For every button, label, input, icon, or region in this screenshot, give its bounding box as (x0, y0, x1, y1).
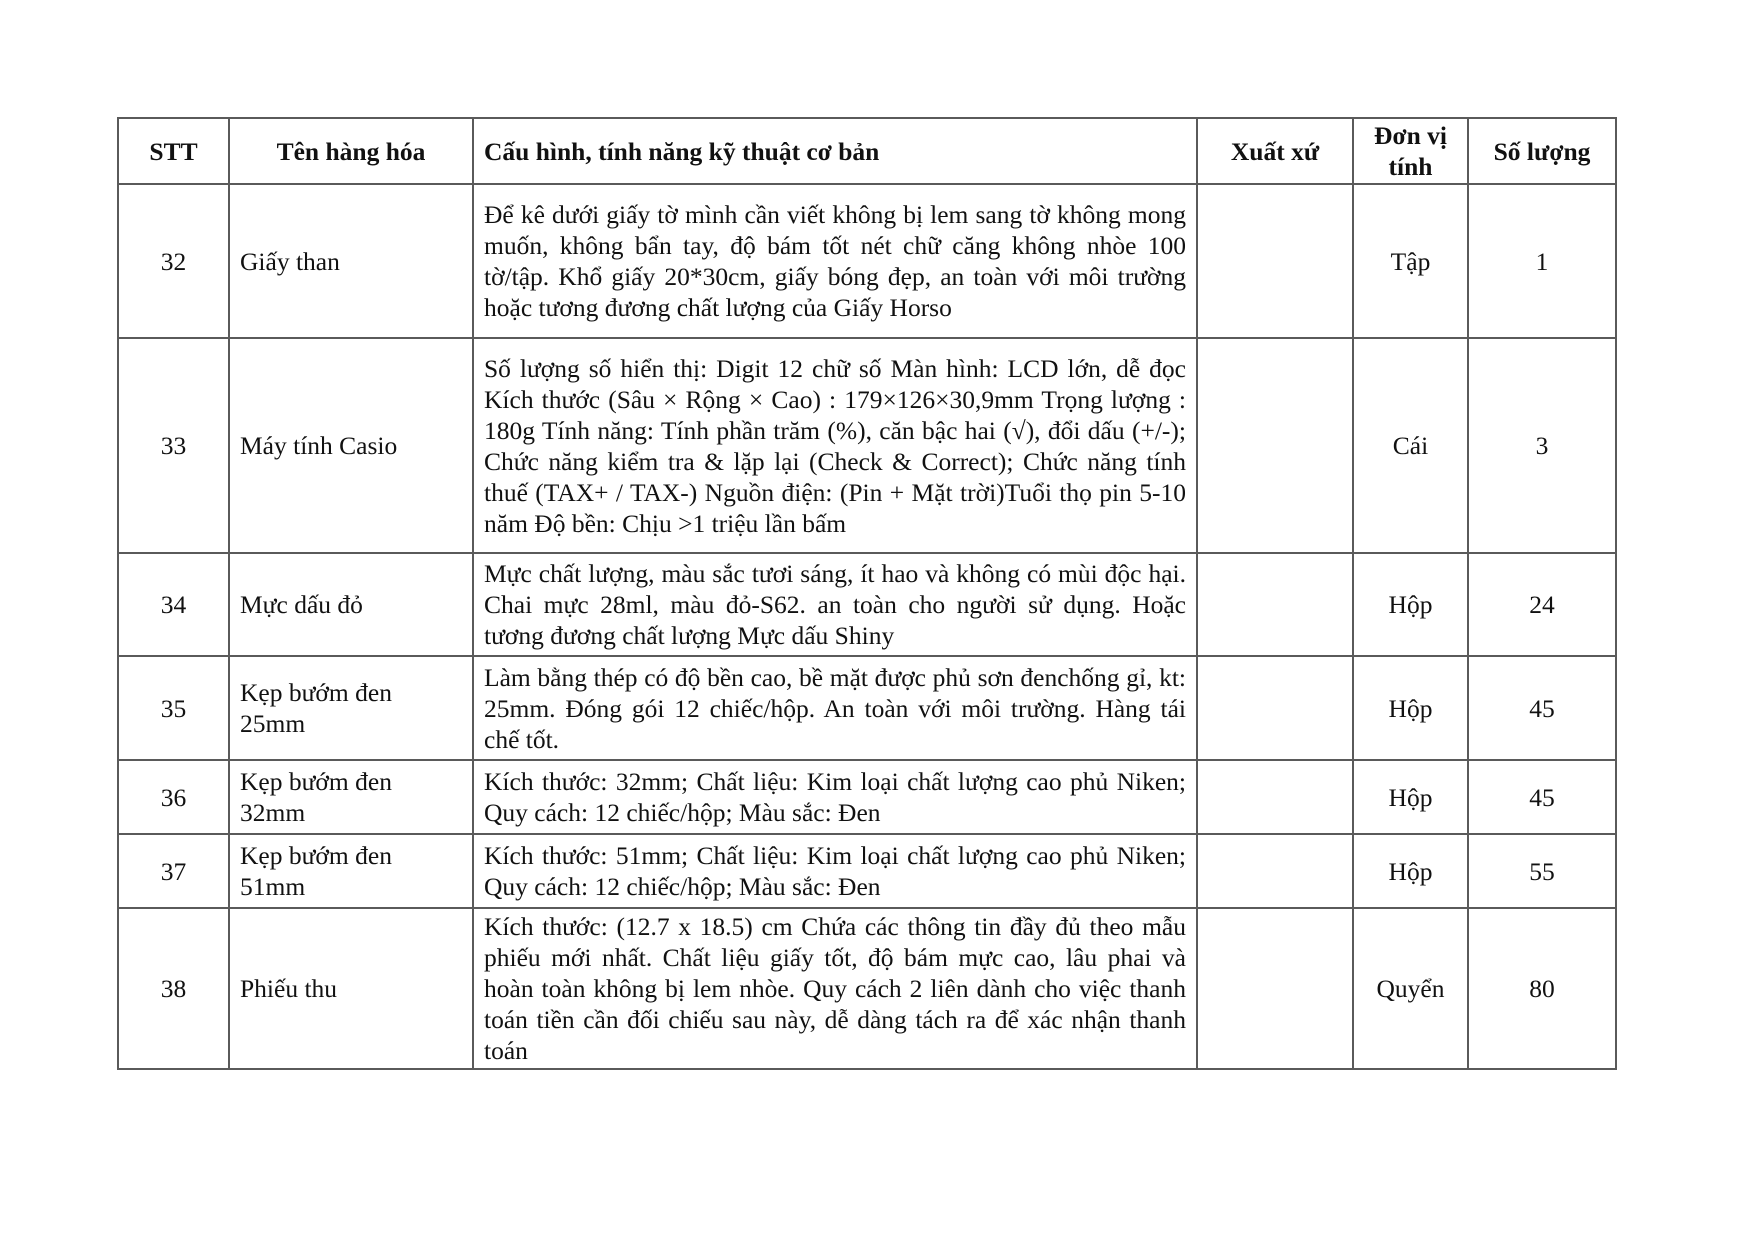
cell-origin (1197, 338, 1353, 553)
table-row (118, 553, 1616, 656)
cell-stt: 35 (118, 656, 229, 760)
cell-spec: Số lượng số hiển thị: Digit 12 chữ số Màn hình: LCD lớn, dễ đọc Kích thước (Sâu × Rộng × Cao) : 179×126×30,9mm Trọng lượng : 180g Tính năng: Tính phần trăm (%), căn bậc hai (√), đổi dấu (+/-); Chức năng kiểm tra & lặp lại (Check & Correct); Chức năng tính thuế (TAX+ / TAX-) Nguồn điện: (Pin + Mặt trời)Tuổi thọ pin 5-10 năm Độ bền: Chịu >1 triệu lần bấm (473, 338, 1197, 553)
cell-qty: 80 (1468, 908, 1616, 1069)
cell-stt: 36 (118, 760, 229, 834)
cell-spec: Mực chất lượng, màu sắc tươi sáng, ít hao và không có mùi độc hại. Chai mực 28ml, màu đỏ-S62. an toàn cho người sử dụng. Hoặc tương đương chất lượng Mực dấu Shiny (473, 553, 1197, 656)
cell-unit: Tập (1353, 184, 1468, 338)
goods-specification-table (117, 117, 1617, 1070)
cell-name: Máy tính Casio (229, 338, 473, 553)
table-row (118, 834, 1616, 908)
table-row (118, 908, 1616, 1069)
header-name: Tên hàng hóa (229, 118, 473, 184)
cell-name: Mực dấu đỏ (229, 553, 473, 656)
cell-origin (1197, 834, 1353, 908)
cell-unit: Cái (1353, 338, 1468, 553)
header-qty: Số lượng (1468, 118, 1616, 184)
cell-origin (1197, 656, 1353, 760)
cell-qty: 45 (1468, 656, 1616, 760)
cell-spec: Kích thước: 32mm; Chất liệu: Kim loại chất lượng cao phủ Niken; Quy cách: 12 chiếc/hộp; Màu sắc: Đen (473, 760, 1197, 834)
table-header (118, 118, 1616, 184)
cell-spec: Kích thước: 51mm; Chất liệu: Kim loại chất lượng cao phủ Niken; Quy cách: 12 chiếc/hộp; Màu sắc: Đen (473, 834, 1197, 908)
cell-qty: 24 (1468, 553, 1616, 656)
cell-spec: Kích thước: (12.7 x 18.5) cm Chứa các thông tin đầy đủ theo mẫu phiếu mới nhất. Chất liệu giấy tốt, độ bám mực cao, lâu phai và hoàn toàn không bị lem nhòe. Quy cách 2 liên dành cho việc thanh toán tiền cần đối chiếu sau này, dễ dàng tách ra để xác nhận thanh toán (473, 908, 1197, 1069)
cell-qty: 45 (1468, 760, 1616, 834)
cell-unit: Hộp (1353, 834, 1468, 908)
cell-origin (1197, 760, 1353, 834)
cell-stt: 33 (118, 338, 229, 553)
cell-spec: Làm bằng thép có độ bền cao, bề mặt được phủ sơn đenchống gỉ, kt: 25mm. Đóng gói 12 chiếc/hộp. An toàn với môi trường. Hàng tái chế tốt. (473, 656, 1197, 760)
cell-name: Giấy than (229, 184, 473, 338)
header-unit: Đơn vị tính (1353, 118, 1468, 184)
cell-name: Phiếu thu (229, 908, 473, 1069)
cell-qty: 55 (1468, 834, 1616, 908)
table-row (118, 760, 1616, 834)
cell-unit: Hộp (1353, 553, 1468, 656)
cell-stt: 32 (118, 184, 229, 338)
cell-stt: 34 (118, 553, 229, 656)
table-body (118, 184, 1616, 1069)
cell-qty: 3 (1468, 338, 1616, 553)
cell-unit: Hộp (1353, 760, 1468, 834)
table-row (118, 184, 1616, 338)
table-row (118, 656, 1616, 760)
cell-origin (1197, 184, 1353, 338)
cell-stt: 37 (118, 834, 229, 908)
cell-spec: Để kê dưới giấy tờ mình cần viết không bị lem sang tờ không mong muốn, không bẩn tay, độ bám tốt nét chữ căng không nhòe 100 tờ/tập. Khổ giấy 20*30cm, giấy bóng đẹp, an toàn với môi trường hoặc tương đương chất lượng của Giấy Horso (473, 184, 1197, 338)
table-row (118, 338, 1616, 553)
cell-name: Kẹp bướm đen 25mm (229, 656, 473, 760)
header-origin: Xuất xứ (1197, 118, 1353, 184)
header-row (118, 118, 1616, 184)
header-spec: Cấu hình, tính năng kỹ thuật cơ bản (473, 118, 1197, 184)
cell-origin (1197, 908, 1353, 1069)
cell-unit: Quyển (1353, 908, 1468, 1069)
header-stt: STT (118, 118, 229, 184)
cell-origin (1197, 553, 1353, 656)
cell-stt: 38 (118, 908, 229, 1069)
cell-name: Kẹp bướm đen 32mm (229, 760, 473, 834)
cell-name: Kẹp bướm đen 51mm (229, 834, 473, 908)
cell-qty: 1 (1468, 184, 1616, 338)
cell-unit: Hộp (1353, 656, 1468, 760)
